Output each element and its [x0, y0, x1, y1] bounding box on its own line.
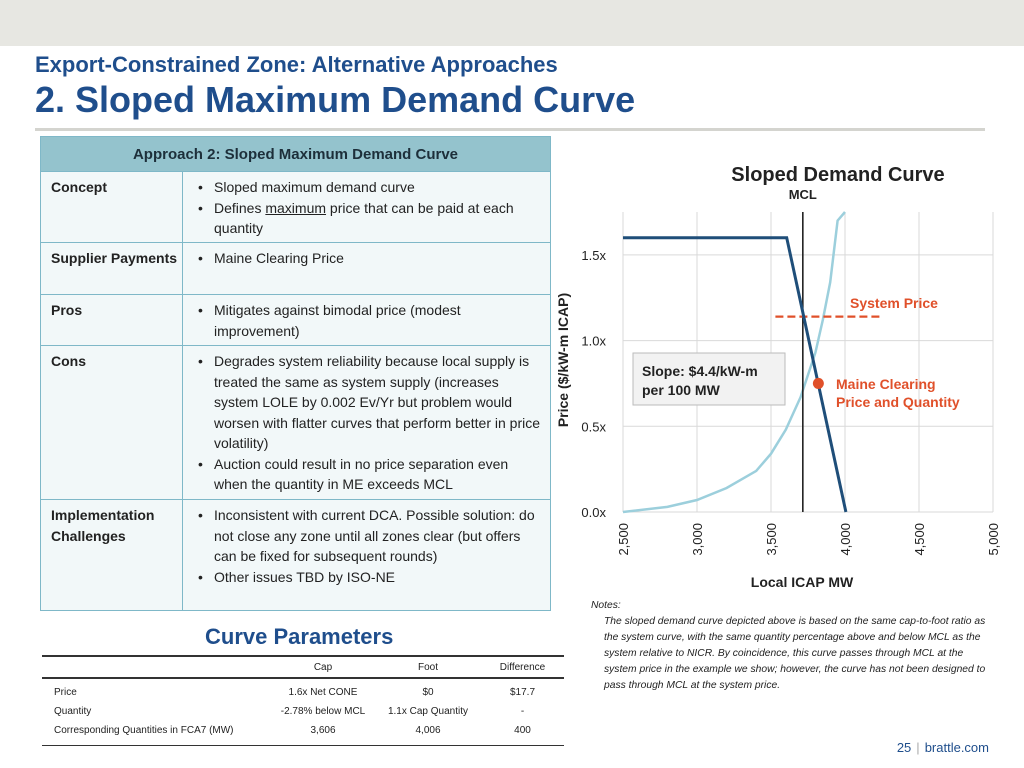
row-label: Cons: [41, 346, 183, 499]
underlined-word: maximum: [265, 199, 327, 216]
notes-block: [591, 598, 991, 694]
bullet-item: • Mitigates against bimodal price (modest improvement): [198, 300, 542, 341]
table-cell: Price: [54, 687, 77, 698]
table-row-cons: [41, 345, 550, 499]
bullet-item: • Degrades system reliability because local supply is treated the same as system supply (increases system LOLE by 0.002 Ev/Yr but problem would worsen with flatter curves that perform better in price volatility): [198, 351, 542, 454]
table-cell: -: [520, 706, 525, 717]
row-label: Concept: [41, 172, 183, 242]
bullet-item: • Maine Clearing Price: [198, 248, 542, 269]
column-header: Foot: [417, 662, 438, 673]
x-tick-label: 5,000: [986, 523, 1001, 556]
y-tick-label: 1.5x: [581, 247, 606, 263]
maine-clearing-label-line2: Price and Quantity: [836, 394, 960, 410]
row-label: Pros: [41, 295, 183, 345]
chart-title: Sloped Demand Curve: [731, 164, 945, 186]
slide-title: 2. Sloped Maximum Demand Curve: [35, 79, 636, 120]
table-rule: [42, 677, 564, 679]
title-divider: [35, 128, 985, 131]
bullet-item: • Sloped maximum demand curve: [198, 177, 542, 198]
maine-clearing-point: [813, 378, 824, 389]
x-tick-label: 4,000: [838, 523, 853, 556]
x-tick-label: 3,000: [690, 523, 705, 556]
notes-label: Notes:: [591, 600, 621, 611]
bullet-item: • Defines maximum price that can be paid at each quantity: [198, 198, 542, 239]
chart-canvas: [553, 160, 1013, 600]
sloped-demand-curve-chart: [553, 160, 1013, 600]
curve-parameters-title: Curve Parameters: [205, 624, 394, 649]
table-cell: 1.1x Cap Quantity: [387, 706, 469, 717]
mcl-label: MCL: [788, 187, 817, 202]
table-cell: -2.78% below MCL: [280, 706, 366, 717]
x-tick-label: 3,500: [764, 523, 779, 556]
table-cell: 400: [514, 725, 531, 736]
approach-table: [40, 136, 551, 611]
x-tick-label: 2,500: [616, 523, 631, 556]
footer: [897, 740, 989, 755]
slope-annotation-line2: per 100 MW: [642, 382, 720, 398]
notes-text: The sloped demand curve depicted above is based on the same cap-to-foot ratio as the system curve, with the same quantity percentage above and below MCL as the system relative to NICR. By coincidence, this curve passes through MCL at the system price in the example we show; however, the curve has not been designed to pass through MCL at the system price.: [604, 616, 986, 691]
table-cell: $17.7: [509, 687, 536, 698]
table-cell: 4,006: [415, 725, 441, 736]
table-row-concept: [41, 171, 550, 242]
table-rule: [42, 655, 564, 657]
table-row-pros: [41, 294, 550, 345]
approach-table-title: Approach 2: Sloped Maximum Demand Curve: [41, 137, 550, 171]
maine-clearing-label-line1: Maine Clearing: [836, 376, 936, 392]
row-label: Supplier Payments: [41, 243, 183, 294]
slide-subtitle: Export-Constrained Zone: Alternative Approaches: [35, 52, 558, 77]
table-row-implementation-challenges: [41, 499, 550, 611]
y-tick-label: 1.0x: [581, 333, 606, 349]
y-tick-label: 0.5x: [581, 419, 606, 435]
table-cell: $0: [422, 687, 434, 698]
system-price-label: System Price: [850, 295, 938, 311]
footer-separator: |: [916, 740, 920, 755]
table-cell: Quantity: [54, 706, 92, 717]
table-cell: Corresponding Quantities in FCA7 (MW): [54, 725, 234, 736]
top-banner: [0, 0, 1024, 46]
slope-annotation-line1: Slope: $4.4/kW-m: [642, 363, 758, 379]
x-axis-label: Local ICAP MW: [750, 574, 854, 590]
column-header: Difference: [499, 662, 546, 673]
table-rule: [42, 745, 564, 746]
bullet-item: • Auction could result in no price separation even when the quantity in ME exceeds MCL: [198, 454, 542, 495]
page-number: 25: [896, 740, 912, 755]
x-tick-label: 4,500: [912, 523, 927, 556]
bullet-item: • Other issues TBD by ISO-NE: [198, 567, 542, 588]
y-tick-label: 0.0x: [581, 505, 606, 520]
row-label: Implementation Challenges: [41, 500, 183, 611]
bullet-item: • Inconsistent with current DCA. Possible solution: do not close any zone until all zones clear (but offers can be fixed for subsequent rounds): [198, 505, 542, 567]
table-row-supplier-payments: [41, 242, 550, 294]
y-axis-label: Price ($/kW-m ICAP): [555, 292, 571, 428]
footer-link[interactable]: brattle.com: [924, 740, 989, 755]
table-cell: 3,606: [310, 725, 336, 736]
table-cell: 1.6x Net CONE: [288, 687, 358, 698]
column-header: Cap: [313, 662, 333, 673]
